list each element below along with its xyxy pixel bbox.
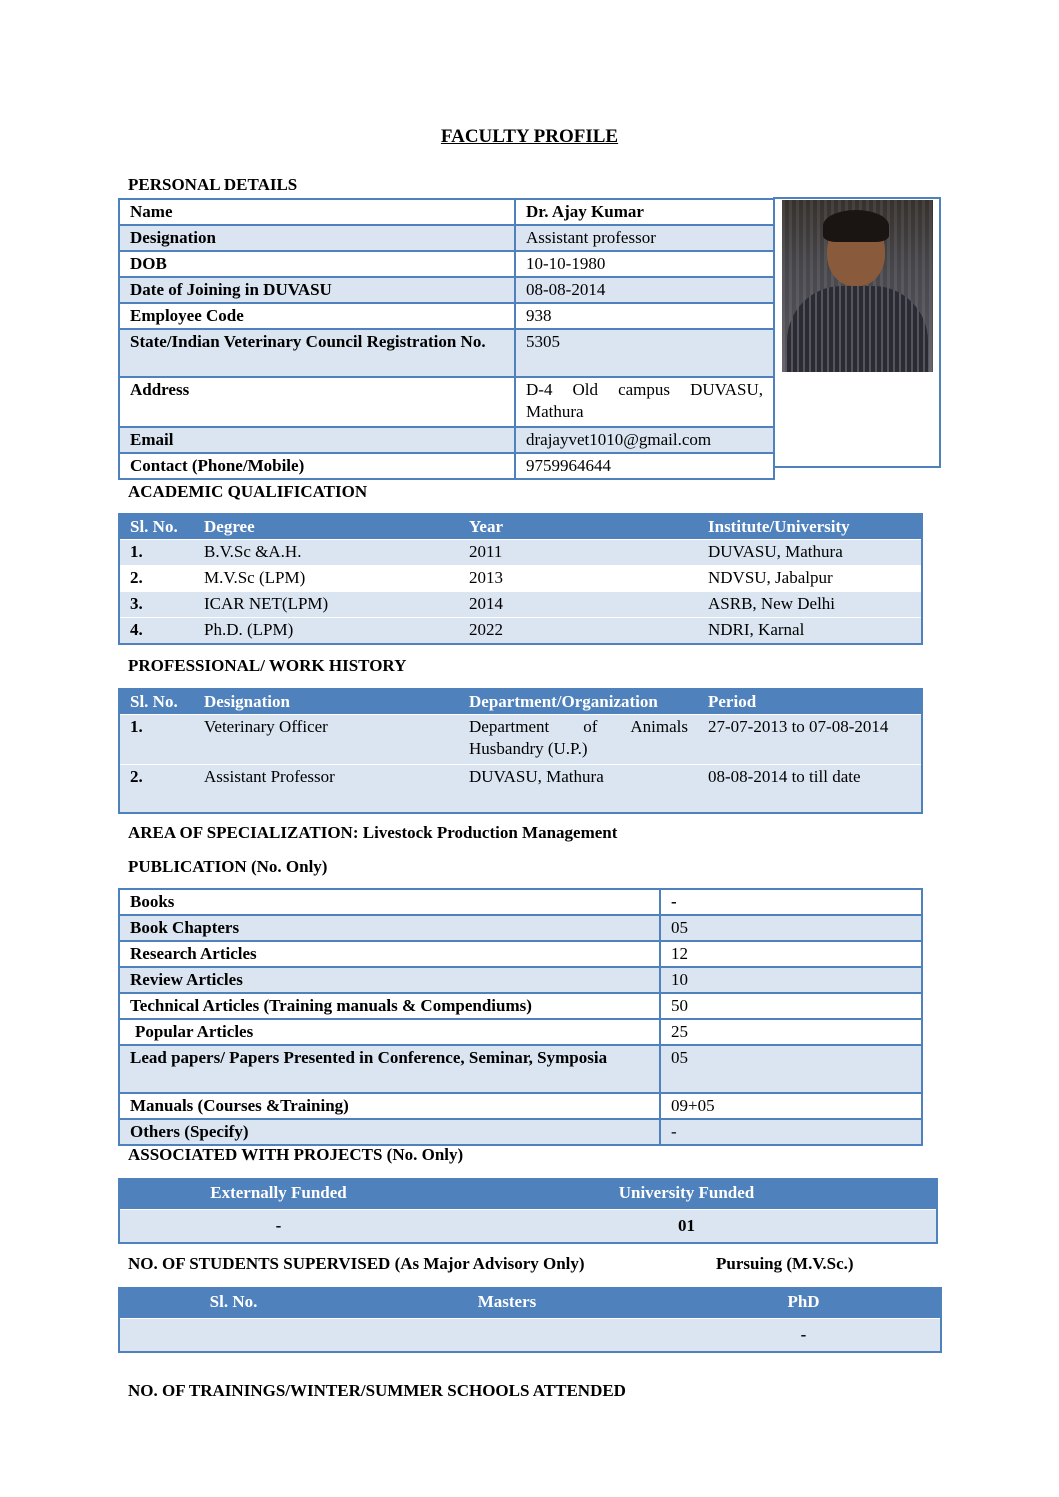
table-row bbox=[119, 889, 922, 915]
table-header-row bbox=[119, 689, 922, 715]
table-cell: 2. bbox=[119, 566, 194, 592]
table-cell: 08-08-2014 to till date bbox=[698, 765, 922, 813]
table-row bbox=[119, 303, 774, 329]
joining-date-value: 08-08-2014 bbox=[515, 277, 774, 303]
table-row bbox=[119, 715, 922, 765]
table-cell: 1. bbox=[119, 715, 194, 765]
table-row bbox=[119, 1019, 922, 1045]
page-title: FACULTY PROFILE bbox=[440, 126, 619, 147]
employee-code-label: Employee Code bbox=[119, 303, 515, 329]
table-row bbox=[119, 592, 922, 618]
table-row bbox=[119, 1093, 922, 1119]
column-header: Institute/University bbox=[698, 514, 922, 540]
students-heading: NO. OF STUDENTS SUPERVISED (As Major Advisory Only) bbox=[128, 1254, 585, 1273]
table-cell: DUVASU, Mathura bbox=[698, 540, 922, 566]
registration-value: 5305 bbox=[515, 329, 774, 377]
others-label: Others (Specify) bbox=[119, 1119, 660, 1145]
column-header: Period bbox=[698, 689, 922, 715]
table-row bbox=[119, 941, 922, 967]
address-value: D-4 Old campus DUVASU, Mathura bbox=[515, 377, 774, 427]
joining-date-label: Date of Joining in DUVASU bbox=[119, 277, 515, 303]
work-history-heading: PROFESSIONAL/ WORK HISTORY bbox=[128, 656, 407, 675]
table-cell: Department of Animals Husbandry (U.P.) bbox=[459, 715, 698, 765]
column-header: Sl. No. bbox=[119, 689, 194, 715]
table-cell: Veterinary Officer bbox=[194, 715, 459, 765]
table-row bbox=[119, 967, 922, 993]
designation-value: Assistant professor bbox=[515, 225, 774, 251]
email-label: Email bbox=[119, 427, 515, 453]
phd-value: - bbox=[667, 1318, 941, 1352]
manuals-value: 09+05 bbox=[660, 1093, 922, 1119]
work-history-table bbox=[118, 688, 923, 814]
table-row bbox=[119, 1318, 941, 1352]
address-label: Address bbox=[119, 377, 515, 427]
table-cell: 27-07-2013 to 07-08-2014 bbox=[698, 715, 922, 765]
academic-table bbox=[118, 513, 923, 645]
table-row bbox=[119, 225, 774, 251]
table-header-row bbox=[119, 1288, 941, 1318]
table-cell: 4. bbox=[119, 618, 194, 644]
table-cell: B.V.Sc &A.H. bbox=[194, 540, 459, 566]
table-row bbox=[119, 765, 922, 813]
column-header: Sl. No. bbox=[119, 514, 194, 540]
table-row bbox=[119, 566, 922, 592]
masters-value bbox=[347, 1318, 667, 1352]
table-cell: NDVSU, Jabalpur bbox=[698, 566, 922, 592]
specialization-line bbox=[128, 823, 617, 843]
university-funded-value: 01 bbox=[437, 1209, 937, 1243]
dob-label: DOB bbox=[119, 251, 515, 277]
popular-articles-value: 25 bbox=[660, 1019, 922, 1045]
table-cell: NDRI, Karnal bbox=[698, 618, 922, 644]
review-articles-value: 10 bbox=[660, 967, 922, 993]
others-value: - bbox=[660, 1119, 922, 1145]
table-cell: ASRB, New Delhi bbox=[698, 592, 922, 618]
column-header: Masters bbox=[347, 1288, 667, 1318]
table-row bbox=[119, 377, 774, 427]
table-cell: Assistant Professor bbox=[194, 765, 459, 813]
students-table bbox=[118, 1287, 942, 1353]
contact-label: Contact (Phone/Mobile) bbox=[119, 453, 515, 479]
review-articles-label: Review Articles bbox=[119, 967, 660, 993]
table-cell: 2022 bbox=[459, 618, 698, 644]
table-cell: 2014 bbox=[459, 592, 698, 618]
projects-table bbox=[118, 1178, 938, 1244]
table-row bbox=[119, 1209, 937, 1243]
technical-articles-value: 50 bbox=[660, 993, 922, 1019]
table-row bbox=[119, 540, 922, 566]
contact-value: 9759964644 bbox=[515, 453, 774, 479]
column-header: University Funded bbox=[437, 1179, 937, 1209]
email-value: drajayvet1010@gmail.com bbox=[515, 427, 774, 453]
manuals-label: Manuals (Courses &Training) bbox=[119, 1093, 660, 1119]
research-articles-label: Research Articles bbox=[119, 941, 660, 967]
employee-code-value: 938 bbox=[515, 303, 774, 329]
name-value: Dr. Ajay Kumar bbox=[515, 199, 774, 225]
table-row bbox=[119, 329, 774, 377]
column-header: PhD bbox=[667, 1288, 941, 1318]
column-header: Sl. No. bbox=[119, 1288, 347, 1318]
lead-papers-label: Lead papers/ Papers Presented in Conference, Seminar, Symposia bbox=[119, 1045, 660, 1093]
table-cell: 2011 bbox=[459, 540, 698, 566]
table-row bbox=[119, 618, 922, 644]
externally-funded-value: - bbox=[119, 1209, 437, 1243]
academic-heading: ACADEMIC QUALIFICATION bbox=[128, 482, 368, 501]
table-cell: DUVASU, Mathura bbox=[459, 765, 698, 813]
dob-value: 10-10-1980 bbox=[515, 251, 774, 277]
table-header-row bbox=[119, 1179, 937, 1209]
table-cell: 1. bbox=[119, 540, 194, 566]
table-cell: 2013 bbox=[459, 566, 698, 592]
publication-heading: PUBLICATION (No. Only) bbox=[128, 857, 328, 876]
table-row bbox=[119, 199, 774, 225]
table-row bbox=[119, 1045, 922, 1093]
profile-photo bbox=[782, 200, 933, 372]
registration-label: State/Indian Veterinary Council Registration No. bbox=[119, 329, 515, 377]
personal-details-heading: PERSONAL DETAILS bbox=[128, 175, 298, 194]
publication-table bbox=[118, 888, 923, 1146]
column-header: Degree bbox=[194, 514, 459, 540]
column-header: Designation bbox=[194, 689, 459, 715]
table-cell: ICAR NET(LPM) bbox=[194, 592, 459, 618]
table-cell: 2. bbox=[119, 765, 194, 813]
table-row bbox=[119, 993, 922, 1019]
column-header: Department/Organization bbox=[459, 689, 698, 715]
popular-articles-label: Popular Articles bbox=[119, 1019, 660, 1045]
column-header: Externally Funded bbox=[119, 1179, 437, 1209]
books-label: Books bbox=[119, 889, 660, 915]
table-header-row bbox=[119, 514, 922, 540]
table-row bbox=[119, 251, 774, 277]
lead-papers-value: 05 bbox=[660, 1045, 922, 1093]
personal-details-table bbox=[118, 198, 775, 480]
table-row bbox=[119, 427, 774, 453]
name-label: Name bbox=[119, 199, 515, 225]
table-cell: Ph.D. (LPM) bbox=[194, 618, 459, 644]
specialization-label: AREA OF SPECIALIZATION: bbox=[128, 823, 359, 842]
book-chapters-label: Book Chapters bbox=[119, 915, 660, 941]
specialization-value: Livestock Production Management bbox=[362, 823, 618, 842]
students-status: Pursuing (M.V.Sc.) bbox=[716, 1254, 854, 1273]
table-row bbox=[119, 915, 922, 941]
table-cell: M.V.Sc (LPM) bbox=[194, 566, 459, 592]
column-header: Year bbox=[459, 514, 698, 540]
table-cell: 3. bbox=[119, 592, 194, 618]
sl-no-value bbox=[119, 1318, 347, 1352]
book-chapters-value: 05 bbox=[660, 915, 922, 941]
projects-heading: ASSOCIATED WITH PROJECTS (No. Only) bbox=[128, 1145, 464, 1164]
designation-label: Designation bbox=[119, 225, 515, 251]
books-value: - bbox=[660, 889, 922, 915]
research-articles-value: 12 bbox=[660, 941, 922, 967]
trainings-heading: NO. OF TRAININGS/WINTER/SUMMER SCHOOLS ATTENDED bbox=[128, 1381, 626, 1400]
table-row bbox=[119, 1119, 922, 1145]
table-row bbox=[119, 453, 774, 479]
table-row bbox=[119, 277, 774, 303]
technical-articles-label: Technical Articles (Training manuals & Compendiums) bbox=[119, 993, 660, 1019]
